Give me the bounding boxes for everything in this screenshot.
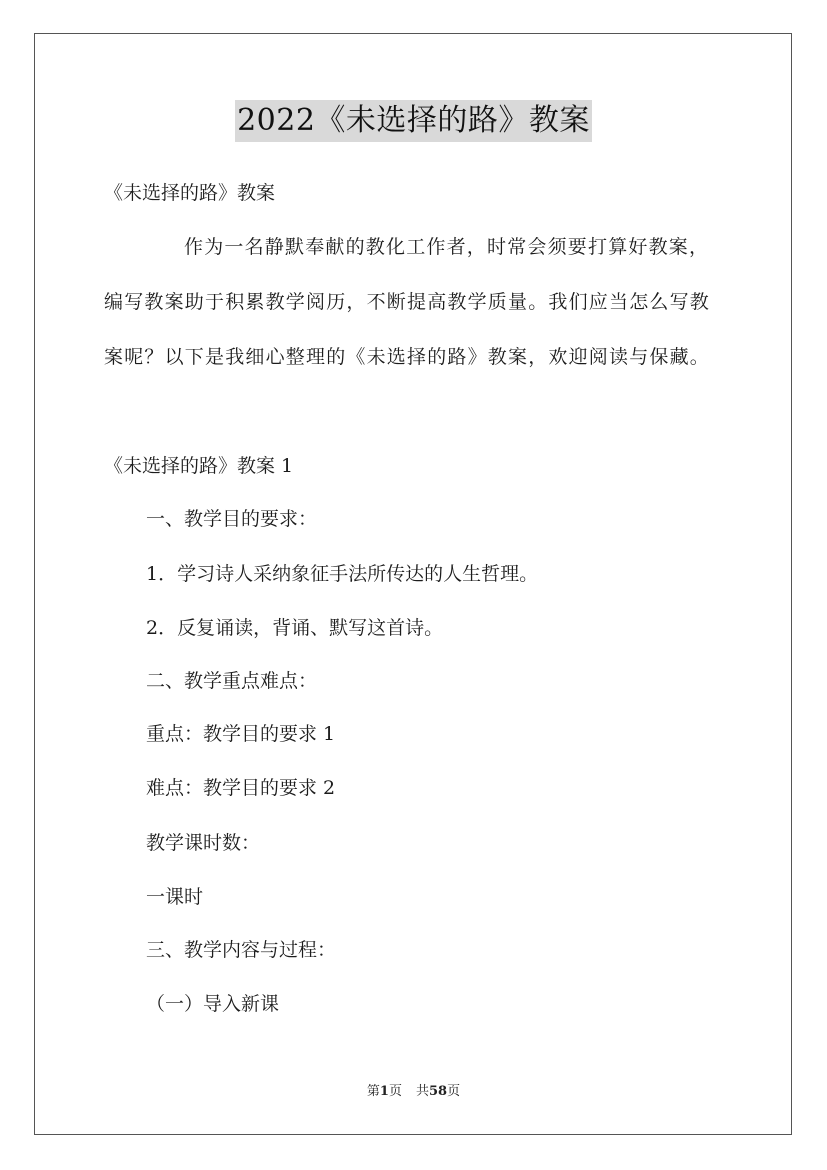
section-heading: 《未选择的路》教案 1 <box>104 455 294 477</box>
footer-total-pages: 58 <box>428 1084 448 1099</box>
body-line-goals-heading: 一、教学目的要求： <box>146 508 318 530</box>
body-line-lesson-intro: （一）导入新课 <box>146 993 280 1015</box>
body-line-class-hours-label: 教学课时数： <box>146 832 261 854</box>
body-line-content-heading: 三、教学内容与过程： <box>146 939 337 961</box>
body-line-difficulty: 难点：教学目的要求 2 <box>146 777 336 799</box>
document-title <box>0 100 827 142</box>
body-line-key-points-heading: 二、教学重点难点： <box>146 670 318 692</box>
body-line-goal-1: 1．学习诗人采纳象征手法所传达的人生哲理。 <box>146 563 539 585</box>
body-line-goal-2: 2．反复诵读，背诵、默写这首诗。 <box>146 617 444 639</box>
footer-page-prefix: 第 <box>366 1084 380 1099</box>
intro-paragraph-line-2: 编写教案助于积累教学阅历，不断提高教学质量。我们应当怎么写教 <box>104 291 711 313</box>
body-line-key-point: 重点：教学目的要求 1 <box>146 723 336 745</box>
document-subtitle: 《未选择的路》教案 <box>104 182 276 204</box>
footer-total-suffix: 页 <box>447 1084 461 1099</box>
footer-page-suffix: 页 <box>388 1084 402 1099</box>
intro-line-1-text: 作为一名静默奉献的教化工作者，时常会须要打算好教案， <box>184 236 710 258</box>
body-line-class-hours-value: 一课时 <box>146 886 204 908</box>
intro-paragraph-line-1 <box>104 234 709 260</box>
page-footer <box>0 1083 827 1101</box>
intro-paragraph-line-3: 案呢？以下是我细心整理的《未选择的路》教案，欢迎阅读与保藏。 <box>104 346 711 368</box>
footer-current-page: 1 <box>379 1084 389 1099</box>
document-title-text: 2022《未选择的路》教案 <box>235 100 592 142</box>
footer-total-prefix: 共 <box>415 1084 429 1099</box>
